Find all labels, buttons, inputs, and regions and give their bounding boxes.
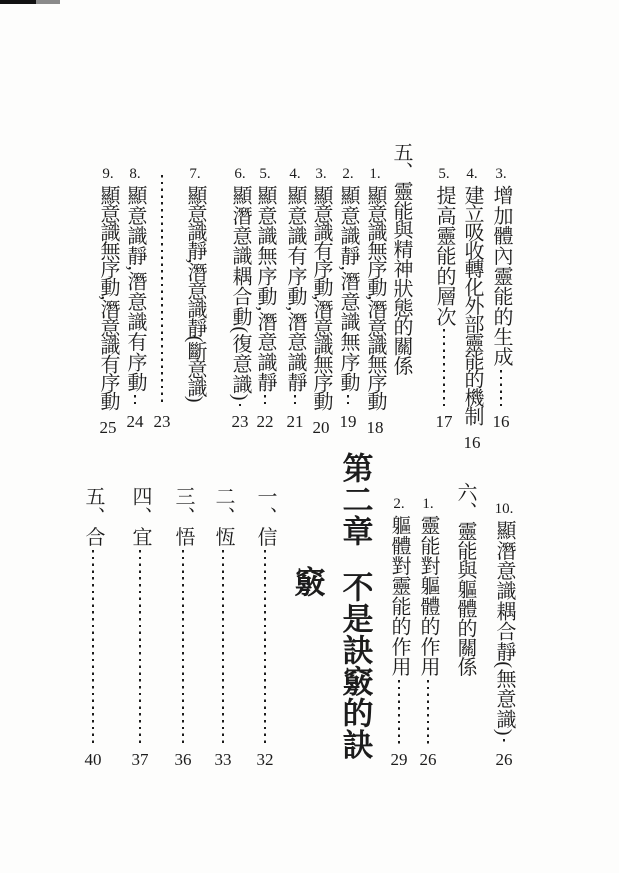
- toc-item: [252, 167, 278, 430]
- toc-item-text: 顯潛意識耦合靜(無意識): [493, 520, 515, 736]
- toc-item-text: 顯意識有序動,潛意識無序動: [310, 185, 332, 410]
- scan-edge-artifact-light: [36, 0, 60, 4]
- toc-item: [282, 167, 308, 430]
- toc-item: [252, 486, 278, 768]
- toc-page-number: 18: [366, 418, 384, 438]
- toc-item-text: 軀體對靈能的作用: [388, 515, 410, 677]
- toc-item-text: 顯意識靜,潛意識靜(斷意識): [184, 185, 206, 401]
- toc-page-number: 16: [463, 433, 481, 453]
- toc-item-text: 顯意識無序動,潛意識有序動: [97, 185, 119, 410]
- dot-leader: [139, 550, 141, 744]
- toc-item-number: 3.: [495, 166, 507, 182]
- dot-leader: [161, 175, 163, 406]
- toc-page-number: 23: [231, 412, 249, 431]
- toc-item-text: 一、信: [254, 486, 276, 547]
- toc-page-number: 22: [256, 412, 274, 431]
- dot-leader: [222, 550, 224, 744]
- toc-page-number: 26: [419, 750, 437, 769]
- toc-item-number: 9.: [102, 166, 114, 182]
- dot-leader: [503, 739, 505, 744]
- toc-page-number: 20: [312, 418, 330, 438]
- toc-item-text: 二、恆: [212, 486, 234, 547]
- toc-item: [227, 167, 253, 430]
- toc-page-number: 21: [286, 412, 304, 431]
- toc-page-number: 24: [126, 412, 144, 431]
- toc-page-number: 23: [153, 412, 171, 431]
- toc-page-number: 25: [99, 418, 117, 438]
- toc-item: [80, 486, 106, 768]
- toc-item-number: 4.: [466, 166, 478, 182]
- chapter-title-line-1: 不是訣竅的訣: [337, 570, 373, 760]
- toc-page-number: 26: [495, 750, 513, 769]
- toc-item-number: 1.: [422, 496, 434, 512]
- dot-leader: [398, 680, 400, 744]
- toc-item-number: 4.: [289, 166, 301, 182]
- toc-item: [415, 497, 441, 768]
- toc-item: [335, 167, 361, 430]
- section-heading-five: [388, 142, 414, 382]
- toc-item: [362, 166, 388, 438]
- toc-item: [308, 166, 334, 438]
- toc-item-number: 8.: [129, 166, 141, 182]
- toc-item: [491, 502, 517, 768]
- toc-page-number: 32: [256, 750, 274, 769]
- toc-item-number: 6.: [234, 166, 246, 182]
- chapter-heading-wrap: [286, 566, 328, 606]
- dot-leader: [347, 395, 349, 406]
- toc-item: [431, 167, 457, 430]
- toc-page-number: 37: [131, 750, 149, 769]
- toc-item: [170, 486, 196, 768]
- toc-item: [386, 497, 412, 768]
- toc-item-text: 顯意識無序動,潛意識靜: [254, 185, 276, 393]
- chapter-title-gap: [355, 547, 356, 571]
- toc-item-number: 3.: [315, 166, 327, 182]
- toc-item-number: 2.: [342, 166, 354, 182]
- toc-page-number: 40: [84, 750, 102, 769]
- dot-leader: [264, 550, 266, 744]
- toc-item-text: 顯意識有序動,潛意識靜: [284, 185, 306, 393]
- dot-leader: [294, 395, 296, 406]
- toc-item-text: 顯意識無序動,潛意識無序動: [364, 185, 386, 410]
- toc-item-number: 5.: [259, 166, 271, 182]
- toc-page-number: 16: [492, 412, 510, 431]
- toc-item-text: 四、宜: [129, 486, 151, 547]
- toc-item: [95, 166, 121, 438]
- chapter-heading: [334, 452, 376, 760]
- toc-page-number: 36: [174, 750, 192, 769]
- chapter-number: 第二章: [337, 452, 373, 547]
- dot-leader: [427, 680, 429, 744]
- toc-page-number: 33: [214, 750, 232, 769]
- section-heading-text: 五、靈能與精神狀態的關係: [390, 142, 412, 375]
- dot-leader: [134, 395, 136, 406]
- toc-item: [488, 167, 514, 430]
- toc-item-number: 1.: [369, 166, 381, 182]
- toc-item-text: 建立吸收轉化外部靈能的機制: [461, 185, 483, 425]
- toc-item: [182, 167, 208, 430]
- toc-item: [127, 486, 153, 768]
- toc-item: [210, 486, 236, 768]
- toc-item-text: 增加體內靈能的生成: [490, 185, 512, 367]
- dot-leader: [264, 395, 266, 406]
- scan-edge-artifact-dark: [0, 0, 36, 4]
- toc-item: [122, 167, 148, 430]
- dot-leader: [239, 404, 241, 406]
- section-heading-text: 六、靈能與軀體的關係: [454, 482, 476, 677]
- dot-leader: [500, 370, 502, 406]
- toc-item-text: 顯意識靜,潛意識有序動: [124, 185, 146, 393]
- toc-item-number: 2.: [393, 496, 405, 512]
- toc-item-continuation: [149, 172, 175, 430]
- section-heading-six: [452, 482, 478, 712]
- toc-page-number: 17: [435, 412, 453, 431]
- toc-item-text: 靈能對軀體的作用: [417, 515, 439, 677]
- toc-item-number: 7.: [189, 166, 201, 182]
- toc-item-text: 三、悟: [172, 486, 194, 547]
- toc-item-number: 10.: [494, 501, 514, 517]
- dot-leader: [92, 550, 94, 744]
- toc-item-text: 顯意識靜,潛意識無序動: [337, 185, 359, 393]
- toc-item-text: 五、合: [82, 486, 104, 547]
- toc-item-text: 提高靈能的層次: [433, 185, 455, 327]
- dot-leader: [182, 550, 184, 744]
- dot-leader: [443, 329, 445, 406]
- toc-page-number: 29: [390, 750, 408, 769]
- chapter-title-line-2: 竅: [289, 566, 325, 598]
- toc-page-number: 19: [339, 412, 357, 431]
- toc-item-number: 5.: [438, 166, 450, 182]
- toc-item: [459, 166, 485, 453]
- toc-item-text: 顯潛意識耦合動(復意識): [229, 185, 251, 401]
